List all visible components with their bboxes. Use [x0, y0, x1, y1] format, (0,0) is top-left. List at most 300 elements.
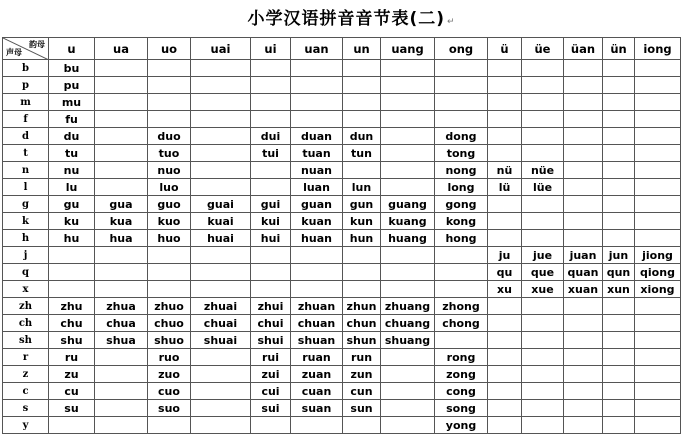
final-header: ün — [603, 38, 635, 60]
syllable-cell — [191, 94, 251, 111]
final-header: iong — [635, 38, 681, 60]
table-row — [3, 111, 681, 128]
syllable-cell — [635, 298, 681, 315]
syllable-cell — [148, 264, 191, 281]
initial-cell: s — [3, 400, 49, 417]
syllable-cell: zu — [49, 366, 95, 383]
syllable-cell: shu — [49, 332, 95, 349]
syllable-cell: duo — [148, 128, 191, 145]
syllable-cell — [251, 247, 291, 264]
syllable-cell — [381, 145, 435, 162]
syllable-cell — [435, 94, 488, 111]
syllable-cell — [95, 128, 148, 145]
syllable-cell — [488, 128, 522, 145]
syllable-cell: nuan — [291, 162, 343, 179]
syllable-cell: nu — [49, 162, 95, 179]
syllable-cell — [291, 60, 343, 77]
syllable-cell — [522, 400, 564, 417]
syllable-cell — [488, 145, 522, 162]
syllable-cell — [381, 179, 435, 196]
syllable-cell — [381, 383, 435, 400]
table-row — [3, 230, 681, 247]
syllable-cell: zhu — [49, 298, 95, 315]
page-title — [0, 4, 683, 29]
syllable-cell — [522, 94, 564, 111]
syllable-cell — [488, 349, 522, 366]
syllable-cell: guo — [148, 196, 191, 213]
syllable-cell — [95, 162, 148, 179]
syllable-cell: chun — [343, 315, 381, 332]
table-row — [3, 247, 681, 264]
syllable-cell — [488, 230, 522, 247]
syllable-cell — [522, 332, 564, 349]
syllable-cell — [191, 281, 251, 298]
syllable-cell: shuai — [191, 332, 251, 349]
syllable-cell — [381, 94, 435, 111]
initial-cell: t — [3, 145, 49, 162]
syllable-cell: chuan — [291, 315, 343, 332]
syllable-cell: zhuo — [148, 298, 191, 315]
syllable-cell — [522, 111, 564, 128]
syllable-cell: xue — [522, 281, 564, 298]
syllable-cell: guan — [291, 196, 343, 213]
syllable-cell — [381, 417, 435, 434]
syllable-cell — [635, 213, 681, 230]
syllable-cell — [603, 213, 635, 230]
syllable-cell: zhua — [95, 298, 148, 315]
syllable-cell: ru — [49, 349, 95, 366]
syllable-cell — [522, 230, 564, 247]
initial-cell: x — [3, 281, 49, 298]
syllable-cell — [381, 128, 435, 145]
syllable-cell: luo — [148, 179, 191, 196]
syllable-cell — [564, 383, 603, 400]
syllable-cell: qiong — [635, 264, 681, 281]
syllable-cell: cui — [251, 383, 291, 400]
syllable-cell: kuang — [381, 213, 435, 230]
syllable-cell — [522, 315, 564, 332]
syllable-cell — [381, 400, 435, 417]
syllable-cell — [381, 264, 435, 281]
syllable-cell: quan — [564, 264, 603, 281]
syllable-cell: long — [435, 179, 488, 196]
syllable-cell — [95, 281, 148, 298]
syllable-cell: pu — [49, 77, 95, 94]
syllable-cell — [522, 417, 564, 434]
initial-cell: n — [3, 162, 49, 179]
syllable-cell: juan — [564, 247, 603, 264]
syllable-cell — [291, 281, 343, 298]
syllable-cell: gua — [95, 196, 148, 213]
final-header: uang — [381, 38, 435, 60]
syllable-cell: zhun — [343, 298, 381, 315]
syllable-cell — [488, 383, 522, 400]
syllable-cell — [251, 111, 291, 128]
syllable-cell — [603, 179, 635, 196]
syllable-cell — [148, 94, 191, 111]
syllable-cell: qun — [603, 264, 635, 281]
syllable-cell — [488, 77, 522, 94]
syllable-cell — [603, 145, 635, 162]
table-row — [3, 332, 681, 349]
syllable-cell — [291, 247, 343, 264]
finals-axis-label: 韵母 — [29, 40, 45, 49]
syllable-cell: xiong — [635, 281, 681, 298]
syllable-cell — [564, 94, 603, 111]
syllable-cell — [381, 162, 435, 179]
syllable-cell: rui — [251, 349, 291, 366]
syllable-cell: cuo — [148, 383, 191, 400]
syllable-cell: ruan — [291, 349, 343, 366]
syllable-cell — [251, 417, 291, 434]
syllable-cell: zuan — [291, 366, 343, 383]
syllable-cell — [564, 213, 603, 230]
table-row — [3, 128, 681, 145]
syllable-cell: chui — [251, 315, 291, 332]
syllable-cell: shuang — [381, 332, 435, 349]
syllable-cell — [635, 77, 681, 94]
syllable-cell — [488, 111, 522, 128]
syllable-cell: mu — [49, 94, 95, 111]
syllable-cell: zuo — [148, 366, 191, 383]
syllable-cell: dun — [343, 128, 381, 145]
syllable-cell — [564, 332, 603, 349]
syllable-cell: tui — [251, 145, 291, 162]
syllable-cell — [564, 196, 603, 213]
syllable-cell: lüe — [522, 179, 564, 196]
initial-cell: j — [3, 247, 49, 264]
syllable-cell — [191, 366, 251, 383]
table-row — [3, 315, 681, 332]
initial-cell: l — [3, 179, 49, 196]
syllable-cell — [522, 366, 564, 383]
syllable-cell — [564, 400, 603, 417]
corner-cell — [3, 38, 49, 60]
syllable-cell: huan — [291, 230, 343, 247]
syllable-cell: nong — [435, 162, 488, 179]
title-text: 小学汉语拼音音节表(二) — [247, 9, 445, 29]
syllable-cell — [603, 111, 635, 128]
syllable-cell — [95, 94, 148, 111]
syllable-cell — [343, 111, 381, 128]
syllable-cell — [291, 94, 343, 111]
syllable-cell — [564, 145, 603, 162]
syllable-cell — [564, 298, 603, 315]
syllable-cell — [564, 162, 603, 179]
syllable-cell — [95, 400, 148, 417]
syllable-cell — [522, 77, 564, 94]
table-row — [3, 213, 681, 230]
syllable-cell: sun — [343, 400, 381, 417]
syllable-cell — [251, 179, 291, 196]
syllable-cell: shua — [95, 332, 148, 349]
syllable-cell — [343, 281, 381, 298]
syllable-cell — [343, 77, 381, 94]
syllable-cell: zui — [251, 366, 291, 383]
syllable-cell — [603, 94, 635, 111]
syllable-cell — [191, 111, 251, 128]
syllable-cell — [635, 94, 681, 111]
syllable-cell — [49, 417, 95, 434]
initial-cell: f — [3, 111, 49, 128]
syllable-cell — [488, 366, 522, 383]
initial-cell: r — [3, 349, 49, 366]
syllable-cell — [148, 77, 191, 94]
final-header: uo — [148, 38, 191, 60]
syllable-cell: cong — [435, 383, 488, 400]
initial-cell: g — [3, 196, 49, 213]
syllable-cell: lü — [488, 179, 522, 196]
syllable-cell — [635, 162, 681, 179]
syllable-cell — [635, 349, 681, 366]
syllable-cell — [635, 60, 681, 77]
syllable-cell — [435, 111, 488, 128]
syllable-cell — [522, 60, 564, 77]
syllable-cell: nüe — [522, 162, 564, 179]
syllable-cell — [564, 417, 603, 434]
syllable-cell: lu — [49, 179, 95, 196]
syllable-cell — [603, 298, 635, 315]
initial-cell: c — [3, 383, 49, 400]
syllable-cell — [635, 145, 681, 162]
initial-cell: p — [3, 77, 49, 94]
syllable-cell: chong — [435, 315, 488, 332]
syllable-cell — [191, 400, 251, 417]
syllable-cell — [564, 315, 603, 332]
syllable-cell — [488, 94, 522, 111]
syllable-cell: gui — [251, 196, 291, 213]
syllable-cell — [95, 366, 148, 383]
table-row — [3, 400, 681, 417]
syllable-cell — [435, 281, 488, 298]
syllable-cell — [564, 77, 603, 94]
syllable-cell — [603, 77, 635, 94]
syllable-cell — [564, 230, 603, 247]
syllable-cell — [522, 298, 564, 315]
syllable-cell — [95, 145, 148, 162]
table-row — [3, 145, 681, 162]
syllable-cell — [435, 60, 488, 77]
table-row — [3, 77, 681, 94]
syllable-cell — [49, 281, 95, 298]
syllable-cell: lun — [343, 179, 381, 196]
syllable-cell: xu — [488, 281, 522, 298]
syllable-cell: gong — [435, 196, 488, 213]
syllable-cell — [95, 179, 148, 196]
final-header: un — [343, 38, 381, 60]
syllable-cell: qu — [488, 264, 522, 281]
syllable-cell — [635, 315, 681, 332]
syllable-cell — [635, 383, 681, 400]
syllable-cell — [435, 332, 488, 349]
final-header: ong — [435, 38, 488, 60]
syllable-cell: hu — [49, 230, 95, 247]
syllable-cell: bu — [49, 60, 95, 77]
syllable-cell — [191, 417, 251, 434]
syllable-cell: cun — [343, 383, 381, 400]
syllable-cell — [488, 400, 522, 417]
syllable-cell — [251, 264, 291, 281]
syllable-cell — [381, 281, 435, 298]
syllable-cell: shuan — [291, 332, 343, 349]
paragraph-mark-icon: ↵ — [447, 17, 456, 27]
syllable-cell: jiong — [635, 247, 681, 264]
syllable-cell — [522, 128, 564, 145]
initial-cell: d — [3, 128, 49, 145]
syllable-cell: yong — [435, 417, 488, 434]
syllable-cell — [522, 349, 564, 366]
syllable-cell: suo — [148, 400, 191, 417]
syllable-cell — [251, 94, 291, 111]
syllable-cell: chuo — [148, 315, 191, 332]
syllable-cell — [488, 315, 522, 332]
syllable-cell — [564, 366, 603, 383]
syllable-cell: luan — [291, 179, 343, 196]
syllable-cell: nü — [488, 162, 522, 179]
syllable-cell — [381, 349, 435, 366]
syllable-cell — [343, 264, 381, 281]
syllable-cell: shui — [251, 332, 291, 349]
syllable-cell — [148, 281, 191, 298]
syllable-cell — [251, 162, 291, 179]
syllable-cell: zhong — [435, 298, 488, 315]
header-row — [3, 38, 681, 60]
final-header: uai — [191, 38, 251, 60]
initial-cell: y — [3, 417, 49, 434]
syllable-cell — [564, 349, 603, 366]
syllable-cell — [49, 264, 95, 281]
table-row — [3, 366, 681, 383]
syllable-cell — [291, 417, 343, 434]
syllable-cell: kuan — [291, 213, 343, 230]
syllable-cell — [95, 247, 148, 264]
syllable-cell — [343, 247, 381, 264]
syllable-cell — [148, 247, 191, 264]
syllable-cell — [635, 332, 681, 349]
syllable-cell: chu — [49, 315, 95, 332]
syllable-cell: shuo — [148, 332, 191, 349]
syllable-cell: suan — [291, 400, 343, 417]
syllable-cell — [49, 247, 95, 264]
syllable-cell: zhui — [251, 298, 291, 315]
syllable-cell: zhuang — [381, 298, 435, 315]
syllable-cell: zun — [343, 366, 381, 383]
syllable-cell — [191, 179, 251, 196]
syllable-cell — [564, 60, 603, 77]
syllable-cell — [251, 281, 291, 298]
syllable-cell — [635, 111, 681, 128]
syllable-cell — [291, 77, 343, 94]
syllable-cell — [488, 60, 522, 77]
syllable-cell — [635, 179, 681, 196]
syllable-cell — [603, 400, 635, 417]
syllable-cell — [603, 366, 635, 383]
syllable-table — [2, 37, 681, 434]
syllable-cell — [603, 230, 635, 247]
syllable-cell — [603, 162, 635, 179]
syllable-cell: zhuan — [291, 298, 343, 315]
syllable-cell — [564, 111, 603, 128]
syllable-cell: rong — [435, 349, 488, 366]
syllable-cell — [381, 60, 435, 77]
syllable-cell — [251, 60, 291, 77]
syllable-cell — [191, 60, 251, 77]
syllable-cell: kua — [95, 213, 148, 230]
initial-cell: ch — [3, 315, 49, 332]
table-row — [3, 349, 681, 366]
syllable-cell — [95, 383, 148, 400]
syllable-cell: song — [435, 400, 488, 417]
syllable-cell — [381, 247, 435, 264]
final-header: ua — [95, 38, 148, 60]
syllable-cell: zong — [435, 366, 488, 383]
syllable-cell — [95, 111, 148, 128]
syllable-cell — [148, 111, 191, 128]
syllable-cell — [603, 60, 635, 77]
syllable-cell — [603, 128, 635, 145]
syllable-cell: ku — [49, 213, 95, 230]
syllable-cell: xuan — [564, 281, 603, 298]
table-row — [3, 264, 681, 281]
syllable-cell: tuo — [148, 145, 191, 162]
table-row — [3, 60, 681, 77]
syllable-cell — [148, 60, 191, 77]
syllable-cell — [191, 145, 251, 162]
table-row — [3, 298, 681, 315]
syllable-cell: gu — [49, 196, 95, 213]
table-row — [3, 383, 681, 400]
syllable-cell: jun — [603, 247, 635, 264]
table-body — [3, 60, 681, 434]
syllable-cell: guang — [381, 196, 435, 213]
syllable-cell: jue — [522, 247, 564, 264]
syllable-cell — [435, 77, 488, 94]
table-row — [3, 94, 681, 111]
syllable-cell — [291, 111, 343, 128]
syllable-cell: xun — [603, 281, 635, 298]
syllable-cell — [191, 383, 251, 400]
syllable-cell — [381, 366, 435, 383]
syllable-cell — [522, 383, 564, 400]
syllable-cell — [95, 60, 148, 77]
syllable-cell: du — [49, 128, 95, 145]
syllable-cell: shun — [343, 332, 381, 349]
initial-cell: m — [3, 94, 49, 111]
syllable-cell — [191, 264, 251, 281]
syllable-cell: su — [49, 400, 95, 417]
initial-cell: z — [3, 366, 49, 383]
syllable-cell: fu — [49, 111, 95, 128]
table-row — [3, 196, 681, 213]
syllable-cell — [488, 196, 522, 213]
syllable-cell — [291, 264, 343, 281]
syllable-cell: dui — [251, 128, 291, 145]
syllable-cell — [95, 77, 148, 94]
syllable-cell — [488, 298, 522, 315]
syllable-cell — [635, 230, 681, 247]
initial-cell: k — [3, 213, 49, 230]
syllable-cell — [435, 247, 488, 264]
syllable-cell: chuang — [381, 315, 435, 332]
syllable-cell: que — [522, 264, 564, 281]
syllable-cell: nuo — [148, 162, 191, 179]
syllable-cell: chua — [95, 315, 148, 332]
syllable-cell — [564, 179, 603, 196]
syllable-cell: kun — [343, 213, 381, 230]
syllable-cell — [635, 366, 681, 383]
syllable-cell — [488, 417, 522, 434]
syllable-cell — [343, 60, 381, 77]
